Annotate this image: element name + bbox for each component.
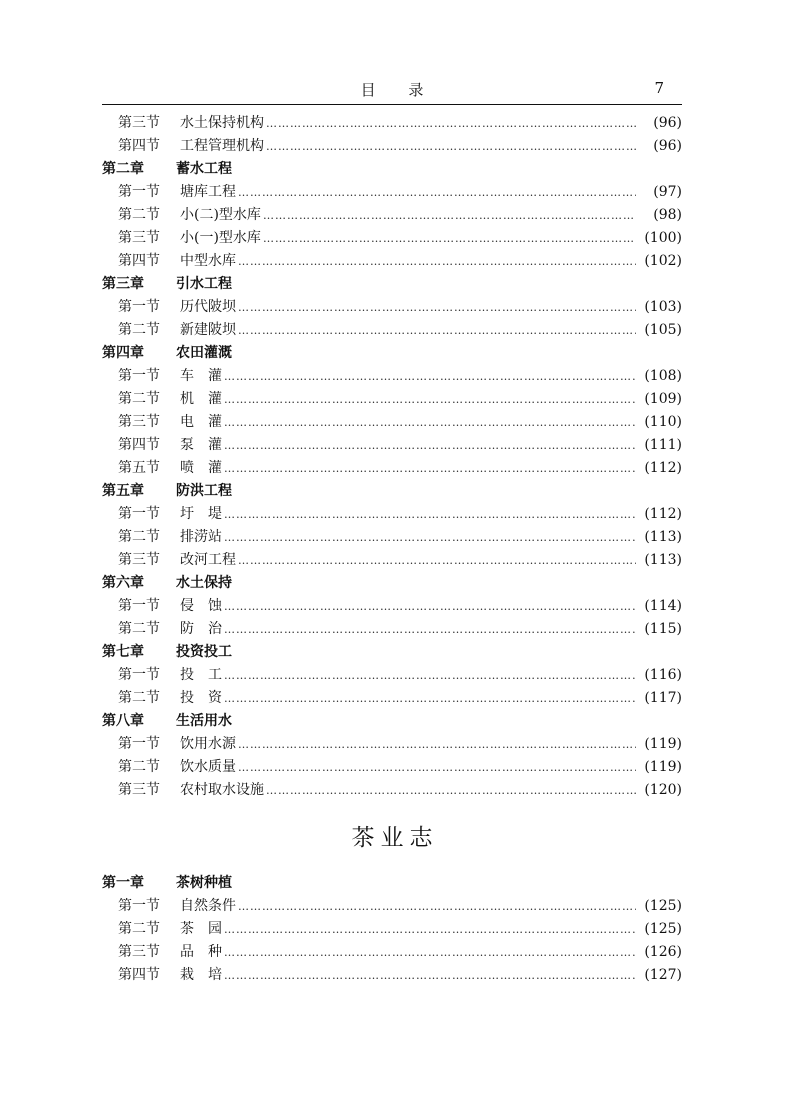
toc-section bbox=[102, 549, 682, 572]
section-title: 工程管理机构 bbox=[180, 138, 264, 154]
section-number: 第一节 bbox=[118, 368, 160, 384]
chapter-number: 第五章 bbox=[102, 483, 144, 499]
dot-leader bbox=[238, 756, 636, 779]
chapter-number: 第四章 bbox=[102, 345, 144, 361]
section-title: 自然条件 bbox=[180, 898, 236, 914]
section-number: 第四节 bbox=[118, 138, 160, 154]
toc-section bbox=[102, 941, 682, 964]
dot-leader bbox=[224, 457, 636, 480]
page-header bbox=[102, 70, 682, 105]
section-page: (115) bbox=[644, 621, 682, 637]
section-number: 第三节 bbox=[118, 552, 160, 568]
toc-section bbox=[102, 687, 682, 710]
section-page: (125) bbox=[644, 921, 682, 937]
section-title: 农村取水设施 bbox=[180, 782, 264, 798]
dot-leader bbox=[224, 618, 636, 641]
dot-leader bbox=[224, 918, 636, 941]
section-title: 投 工 bbox=[180, 667, 222, 683]
section-title: 投 资 bbox=[180, 690, 222, 706]
section-page: (116) bbox=[644, 667, 682, 683]
chapter-number: 第二章 bbox=[102, 161, 144, 177]
toc-section bbox=[102, 457, 682, 480]
section-number: 第一节 bbox=[118, 736, 160, 752]
section-title: 机 灌 bbox=[180, 391, 222, 407]
dot-leader bbox=[238, 895, 636, 918]
section-title: 茶 园 bbox=[180, 921, 222, 937]
dot-leader bbox=[266, 779, 636, 802]
section-number: 第三节 bbox=[118, 944, 160, 960]
dot-leader bbox=[224, 411, 636, 434]
section-title: 栽 培 bbox=[180, 967, 222, 983]
toc-chapter bbox=[102, 710, 682, 733]
section-title: 中型水库 bbox=[180, 253, 236, 269]
dot-leader bbox=[238, 319, 636, 342]
dot-leader bbox=[224, 503, 636, 526]
section-page: (103) bbox=[644, 299, 682, 315]
toc-section bbox=[102, 503, 682, 526]
toc-section bbox=[102, 411, 682, 434]
section-page: (120) bbox=[644, 782, 682, 798]
section-title: 品 种 bbox=[180, 944, 222, 960]
section-page: (108) bbox=[644, 368, 682, 384]
section-page: (97) bbox=[653, 184, 682, 200]
toc-chapter bbox=[102, 342, 682, 365]
section-number: 第五节 bbox=[118, 460, 160, 476]
toc-section bbox=[102, 181, 682, 204]
toc-section bbox=[102, 112, 682, 135]
dot-leader bbox=[266, 135, 636, 158]
toc-section bbox=[102, 595, 682, 618]
toc-section bbox=[102, 733, 682, 756]
section-page: (119) bbox=[644, 759, 682, 775]
section-number: 第三节 bbox=[118, 115, 160, 131]
chapter-number: 第八章 bbox=[102, 713, 144, 729]
dot-leader bbox=[224, 941, 636, 964]
section-page: (112) bbox=[644, 460, 682, 476]
toc-section bbox=[102, 227, 682, 250]
chapter-number: 第七章 bbox=[102, 644, 144, 660]
toc-section bbox=[102, 365, 682, 388]
section-number: 第二节 bbox=[118, 322, 160, 338]
toc-section bbox=[102, 434, 682, 457]
section-number: 第二节 bbox=[118, 529, 160, 545]
chapter-title: 防洪工程 bbox=[176, 483, 232, 499]
toc-chapter bbox=[102, 480, 682, 503]
section-title: 侵 蚀 bbox=[180, 598, 222, 614]
toc-section bbox=[102, 250, 682, 273]
section-title: 喷 灌 bbox=[180, 460, 222, 476]
dot-leader bbox=[238, 181, 636, 204]
section-title: 小(二)型水库 bbox=[180, 207, 261, 223]
toc-chapter bbox=[102, 273, 682, 296]
section-page: (112) bbox=[644, 506, 682, 522]
section-number: 第三节 bbox=[118, 414, 160, 430]
section-page: (127) bbox=[644, 967, 682, 983]
toc-section bbox=[102, 319, 682, 342]
toc-section bbox=[102, 526, 682, 549]
section-title: 塘库工程 bbox=[180, 184, 236, 200]
toc-section bbox=[102, 204, 682, 227]
dot-leader bbox=[224, 388, 636, 411]
section-number: 第一节 bbox=[118, 667, 160, 683]
toc-section bbox=[102, 964, 682, 987]
dot-leader bbox=[224, 964, 636, 987]
section-title: 水土保持机构 bbox=[180, 115, 264, 131]
header-title: 目 录 bbox=[360, 81, 438, 99]
toc-chapter bbox=[102, 641, 682, 664]
section-title: 历代陂坝 bbox=[180, 299, 236, 315]
dot-leader bbox=[238, 733, 636, 756]
section-page: (125) bbox=[644, 898, 682, 914]
section-number: 第四节 bbox=[118, 253, 160, 269]
dot-leader bbox=[224, 434, 636, 457]
section-number: 第二节 bbox=[118, 921, 160, 937]
section-number: 第四节 bbox=[118, 437, 160, 453]
section-page: (96) bbox=[653, 115, 682, 131]
section-number: 第一节 bbox=[118, 506, 160, 522]
dot-leader bbox=[224, 526, 636, 549]
dot-leader bbox=[263, 227, 636, 250]
section-number: 第三节 bbox=[118, 230, 160, 246]
section-title: 饮用水源 bbox=[180, 736, 236, 752]
section-title: 改河工程 bbox=[180, 552, 236, 568]
toc-chapter bbox=[102, 872, 682, 895]
section-number: 第一节 bbox=[118, 184, 160, 200]
chapter-title: 茶树种植 bbox=[176, 875, 232, 891]
section-title: 电 灌 bbox=[180, 414, 222, 430]
header-page-number: 7 bbox=[654, 79, 664, 97]
toc-section bbox=[102, 918, 682, 941]
toc-section bbox=[102, 388, 682, 411]
section-number: 第四节 bbox=[118, 967, 160, 983]
section-page: (96) bbox=[653, 138, 682, 154]
section-number: 第一节 bbox=[118, 898, 160, 914]
section-title: 小(一)型水库 bbox=[180, 230, 261, 246]
section-number: 第二节 bbox=[118, 391, 160, 407]
toc-chapter bbox=[102, 572, 682, 595]
section-page: (126) bbox=[644, 944, 682, 960]
dot-leader bbox=[224, 595, 636, 618]
section-page: (111) bbox=[644, 437, 682, 453]
section-page: (114) bbox=[644, 598, 682, 614]
chapter-number: 第六章 bbox=[102, 575, 144, 591]
section-title: 防 治 bbox=[180, 621, 222, 637]
section-title: 排涝站 bbox=[180, 529, 222, 545]
section-title: 圩 堤 bbox=[180, 506, 222, 522]
section-number: 第三节 bbox=[118, 782, 160, 798]
dot-leader bbox=[263, 204, 636, 227]
section-number: 第二节 bbox=[118, 207, 160, 223]
chapter-title: 引水工程 bbox=[176, 276, 232, 292]
section-page: (119) bbox=[644, 736, 682, 752]
table-of-contents bbox=[102, 112, 682, 987]
chapter-title: 蓄水工程 bbox=[176, 161, 232, 177]
toc-section bbox=[102, 296, 682, 319]
section-page: (113) bbox=[644, 529, 682, 545]
book-section-title: 茶业志 bbox=[351, 825, 439, 851]
dot-leader bbox=[224, 664, 636, 687]
chapter-title: 生活用水 bbox=[176, 713, 232, 729]
chapter-title: 投资投工 bbox=[176, 644, 232, 660]
toc-section bbox=[102, 135, 682, 158]
toc-chapter bbox=[102, 158, 682, 181]
section-number: 第一节 bbox=[118, 299, 160, 315]
section-page: (105) bbox=[644, 322, 682, 338]
section-number: 第二节 bbox=[118, 690, 160, 706]
dot-leader bbox=[238, 250, 636, 273]
section-page: (102) bbox=[644, 253, 682, 269]
chapter-number: 第一章 bbox=[102, 875, 144, 891]
toc-section bbox=[102, 895, 682, 918]
dot-leader bbox=[224, 365, 636, 388]
dot-leader bbox=[238, 296, 636, 319]
section-page: (109) bbox=[644, 391, 682, 407]
dot-leader bbox=[224, 687, 636, 710]
section-page: (113) bbox=[644, 552, 682, 568]
section-page: (117) bbox=[644, 690, 682, 706]
section-title: 新建陂坝 bbox=[180, 322, 236, 338]
toc-section bbox=[102, 756, 682, 779]
dot-leader bbox=[266, 112, 636, 135]
section-number: 第二节 bbox=[118, 621, 160, 637]
section-title: 车 灌 bbox=[180, 368, 222, 384]
section-page: (110) bbox=[644, 414, 682, 430]
section-page: (98) bbox=[653, 207, 682, 223]
section-number: 第二节 bbox=[118, 759, 160, 775]
section-title: 泵 灌 bbox=[180, 437, 222, 453]
section-number: 第一节 bbox=[118, 598, 160, 614]
dot-leader bbox=[238, 549, 636, 572]
section-title: 饮水质量 bbox=[180, 759, 236, 775]
toc-section bbox=[102, 779, 682, 802]
chapter-title: 水土保持 bbox=[176, 575, 232, 591]
chapter-number: 第三章 bbox=[102, 276, 144, 292]
section-page: (100) bbox=[644, 230, 682, 246]
toc-section bbox=[102, 618, 682, 641]
toc-section bbox=[102, 664, 682, 687]
chapter-title: 农田灌溉 bbox=[176, 345, 232, 361]
